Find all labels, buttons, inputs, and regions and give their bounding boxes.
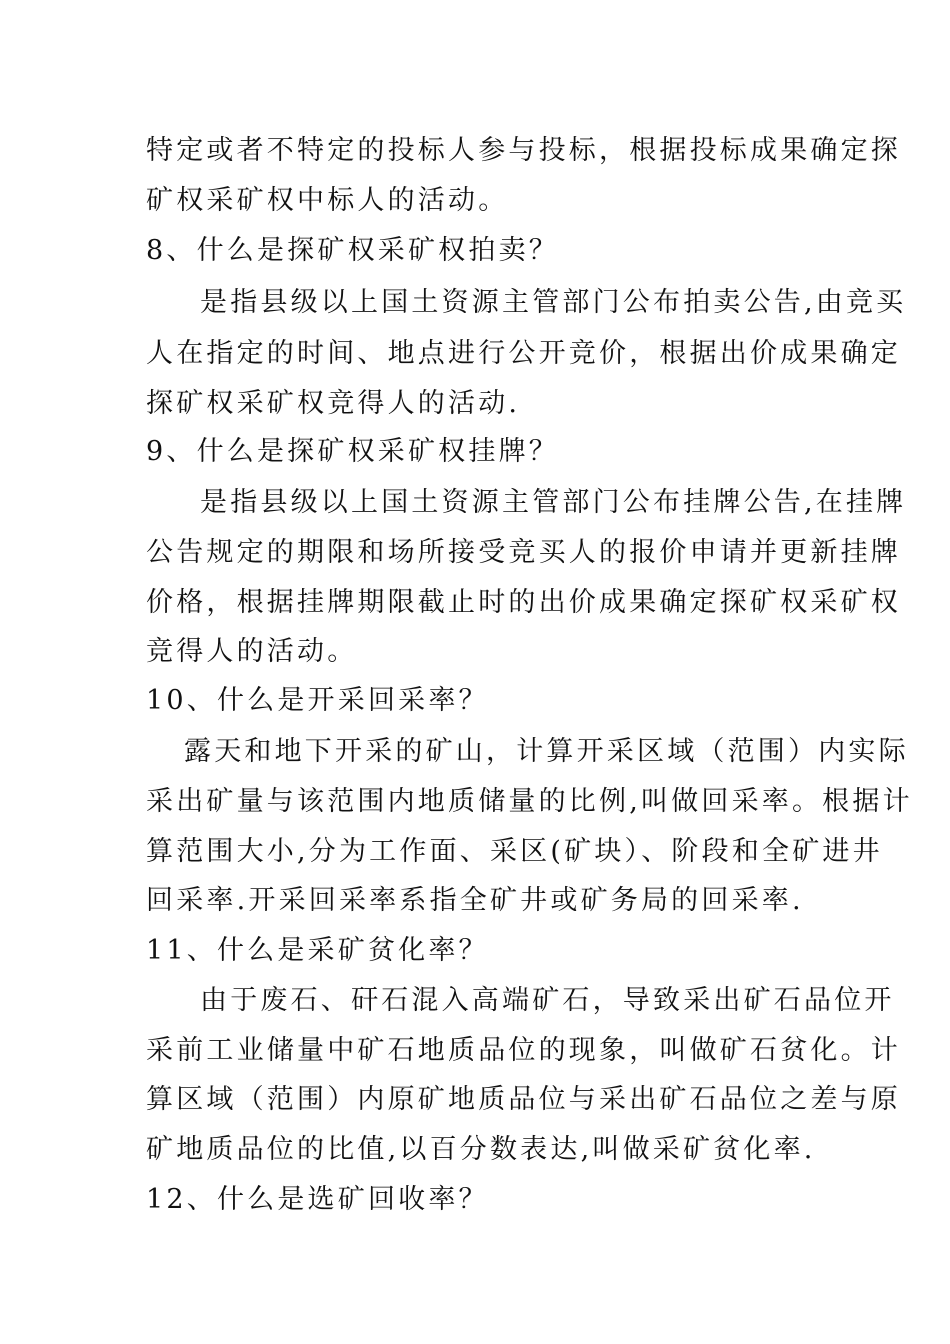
question-heading: 12、什么是选矿回收率？ [146,1184,489,1215]
paragraph-line: 回采率.开采回采率系指全矿井或矿务局的回采率. [146,885,804,916]
paragraph-line: 露天和地下开采的矿山，计算开采区域（范围）内实际 [184,736,909,767]
question-heading: 11、什么是采矿贫化率？ [146,935,489,966]
paragraph-line: 由于废石、矸石混入高端矿石，导致采出矿石品位开 [200,985,895,1016]
paragraph-line: 竞得人的活动。 [146,636,358,667]
paragraph-line: 特定或者不特定的投标人参与投标，根据投标成果确定探 [146,135,901,166]
paragraph-line: 是指县级以上国土资源主管部门公布拍卖公告,由竞买 [200,287,907,318]
paragraph-line: 公告规定的期限和场所接受竞买人的报价申请并更新挂牌 [146,537,901,568]
paragraph-line: 是指县级以上国土资源主管部门公布挂牌公告,在挂牌 [200,487,907,518]
question-heading: 10、什么是开采回采率？ [146,685,489,716]
paragraph-line: 矿权采矿权中标人的活动。 [146,185,509,216]
paragraph-line: 算范围大小,分为工作面、采区(矿块）、阶段和全矿进井 [146,836,883,867]
question-heading: 9、什么是探矿权采矿权挂牌？ [146,436,559,467]
paragraph-line: 采前工业储量中矿石地质品位的现象，叫做矿石贫化。计 [146,1035,901,1066]
question-heading: 8、什么是探矿权采矿权拍卖？ [146,235,559,266]
paragraph-line: 探矿权采矿权竞得人的活动. [146,388,521,419]
paragraph-line: 矿地质品位的比值,以百分数表达,叫做采矿贫化率. [146,1134,816,1165]
paragraph-line: 采出矿量与该范围内地质储量的比例,叫做回采率。根据计 [146,786,913,817]
paragraph-line: 算区域（范围）内原矿地质品位与采出矿石品位之差与原 [146,1084,901,1115]
paragraph-line: 价格，根据挂牌期限截止时的出价成果确定探矿权采矿权 [146,587,901,618]
paragraph-line: 人在指定的时间、地点进行公开竞价，根据出价成果确定 [146,338,901,369]
